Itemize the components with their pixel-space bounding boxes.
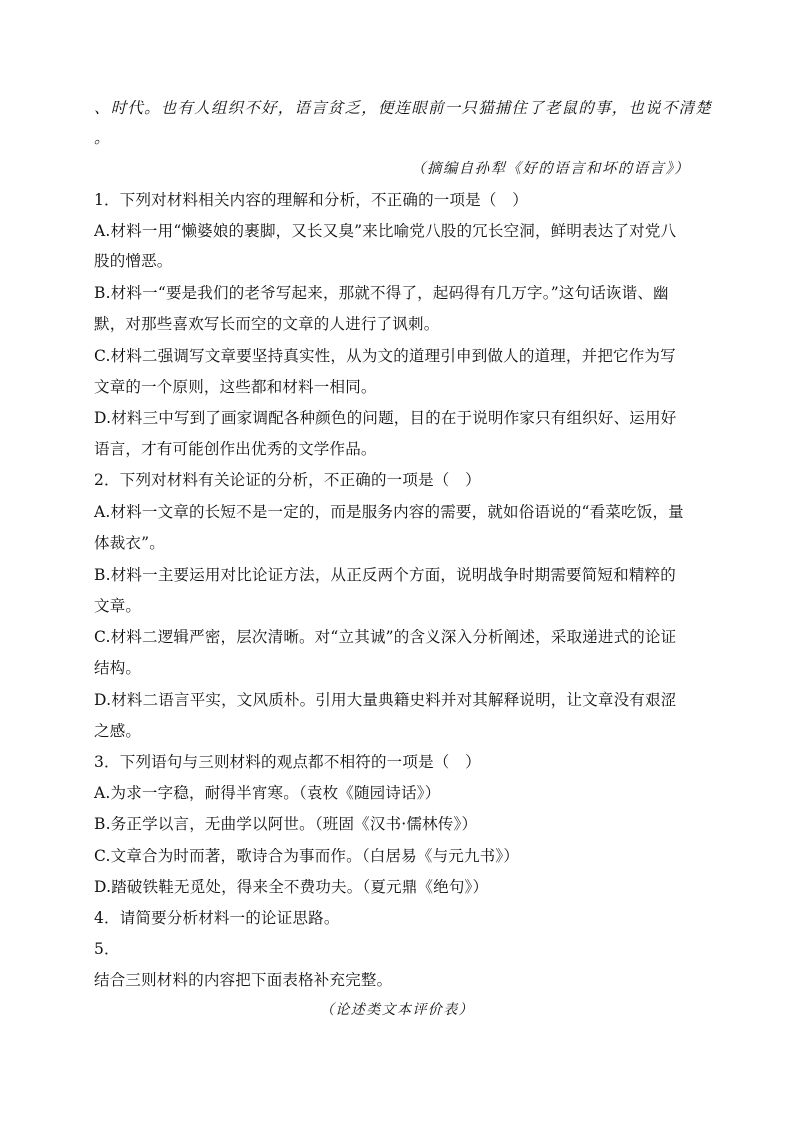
q1-option-d-line2: 语言，才有可能创作出优秀的文学作品。 xyxy=(94,440,377,458)
q3-option-b: B.务正学以言，无曲学以阿世。（班固《汉书·儒林传》） xyxy=(94,815,478,833)
q1-option-a-line2: 股的憎恶。 xyxy=(94,252,173,270)
q1-option-b-line1: B.材料一“要是我们的老爷写起来，那就不得了，起码得有几万字。”这句话诙谐、幽 xyxy=(94,284,669,302)
q2-option-d-line1: D.材料二语言平实，文风质朴。引用大量典籍史料并对其解释说明，让文章没有艰涩 xyxy=(94,691,677,709)
question-2-stem: 2．下列对材料有关论证的分析，不正确的一项是（ ） xyxy=(94,471,481,489)
q3-option-a: A.为求一字稳，耐得半宵寒。（袁枚《随园诗话》） xyxy=(94,784,441,802)
question-3-stem: 3．下列语句与三则材料的观点都不相符的一项是（ ） xyxy=(94,753,481,771)
intro-line-2: 。 xyxy=(94,129,111,147)
q2-option-b-line2: 文章。 xyxy=(94,597,142,615)
q1-option-c-line1: C.材料二强调写文章要坚持真实性，从为文的道理引申到做人的道理，并把它作为写 xyxy=(94,347,676,365)
q3-option-c: C.文章合为时而著，歌诗合为事而作。（白居易《与元九书》） xyxy=(94,847,520,865)
q2-option-d-line2: 之感。 xyxy=(94,722,142,740)
q1-option-c-line2: 文章的一个原则，这些都和材料一相同。 xyxy=(94,378,377,396)
intro-line-1: 、时代。也有人组织不好，语言贫乏，便连眼前一只猫捕住了老鼠的事，也说不清楚 xyxy=(94,99,712,117)
table-caption: （论述类文本评价表） xyxy=(320,1002,474,1018)
source-citation: （摘编自孙犁《好的语言和坏的语言》） xyxy=(411,161,690,177)
q1-option-d-line1: D.材料三中写到了画家调配各种颜色的问题，目的在于说明作家只有组织好、运用好 xyxy=(94,409,677,427)
q2-option-b-line1: B.材料一主要运用对比论证方法，从正反两个方面，说明战争时期需要简短和精粹的 xyxy=(94,566,676,584)
q2-option-c-line1: C.材料二逻辑严密，层次清晰。对“立其诚”的含义深入分析阐述，采取递进式的论证 xyxy=(94,628,677,646)
question-5-number: 5． xyxy=(94,940,120,958)
q2-option-a-line1: A.材料一文章的长短不是一定的，而是服务内容的需要，就如俗语说的“看菜吃饭，量 xyxy=(94,503,684,521)
q2-option-a-line2: 体裁衣”。 xyxy=(94,534,165,552)
question-5-text: 结合三则材料的内容把下面表格补充完整。 xyxy=(94,971,393,989)
q3-option-d: D.踏破铁鞋无觅处，得来全不费功夫。（夏元鼎《绝句》） xyxy=(94,878,489,896)
q2-option-c-line2: 结构。 xyxy=(94,659,142,677)
question-4: 4．请简要分析材料一的论证思路。 xyxy=(94,909,340,927)
q1-option-b-line2: 默，对那些喜欢写长而空的文章的人进行了讽刺。 xyxy=(94,315,440,333)
question-1-stem: 1．下列对材料相关内容的理解和分析，不正确的一项是（ ） xyxy=(94,191,528,209)
q1-option-a-line1: A.材料一用“懒婆娘的裹脚，又长又臭”来比喻党八股的冗长空洞，鲜明表达了对党八 xyxy=(94,222,677,240)
